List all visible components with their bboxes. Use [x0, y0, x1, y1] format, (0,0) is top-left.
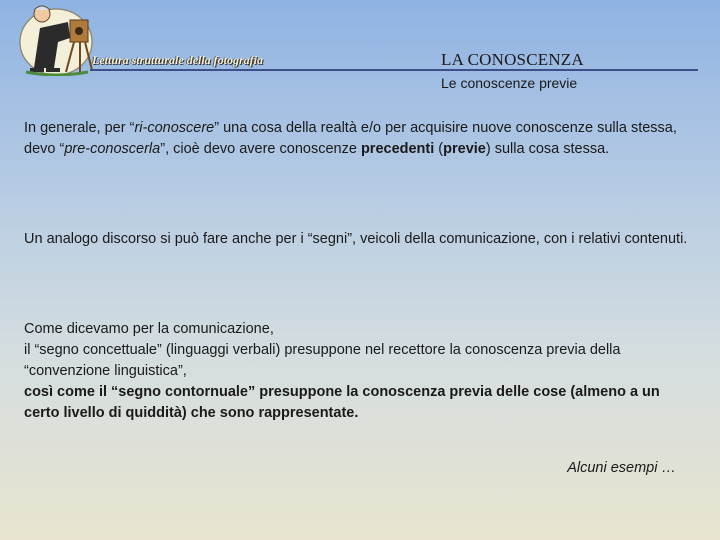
p1-text-1: In generale, per “ [24, 120, 135, 136]
p3-line-2: il “segno concettuale” (linguaggi verbali) presuppone nel recettore la conoscenza previa della “convenzione linguistica”, [24, 342, 621, 379]
page-subtitle: Le conoscenze previe [441, 75, 578, 91]
p1-italic-2: pre-conoscerla [64, 141, 161, 157]
closing-text: Alcuni esempi … [567, 460, 676, 476]
p1-text-5: ) sulla cosa stessa. [485, 141, 610, 157]
p1-text-3: ”, cioè devo avere conoscenze [160, 141, 361, 157]
p1-bold-2: previe [443, 141, 486, 157]
p1-text-4: ( [434, 141, 444, 157]
paragraph-2: Un analogo discorso si può fare anche per i “segni”, veicoli della comunicazione, con i relativi contenuti. [24, 231, 688, 247]
p1-text-2: ” una cosa della realtà e/o per acquisire nuove conoscenze sulla stessa, devo “ [24, 120, 677, 157]
photographer-camera-icon [18, 2, 96, 76]
p3-line-1: Come dicevamo per la comunicazione, [24, 321, 274, 337]
paragraph-3 [24, 319, 694, 424]
photographer-logo [18, 2, 96, 76]
paragraph-1 [24, 118, 694, 160]
left-subtitle: Lettura strutturale della fotografia [92, 53, 264, 67]
page-title: LA CONOSCENZA [441, 50, 584, 69]
p1-italic-1: ri-conoscere [134, 120, 215, 136]
p1-bold-1: precedenti [360, 141, 435, 157]
p3-line-3: così come il “segno contornuale” presuppone la conoscenza previa delle cose (almeno a un certo livello di quiddità) che sono rappresentate. [24, 384, 660, 421]
header-rule [90, 69, 698, 71]
